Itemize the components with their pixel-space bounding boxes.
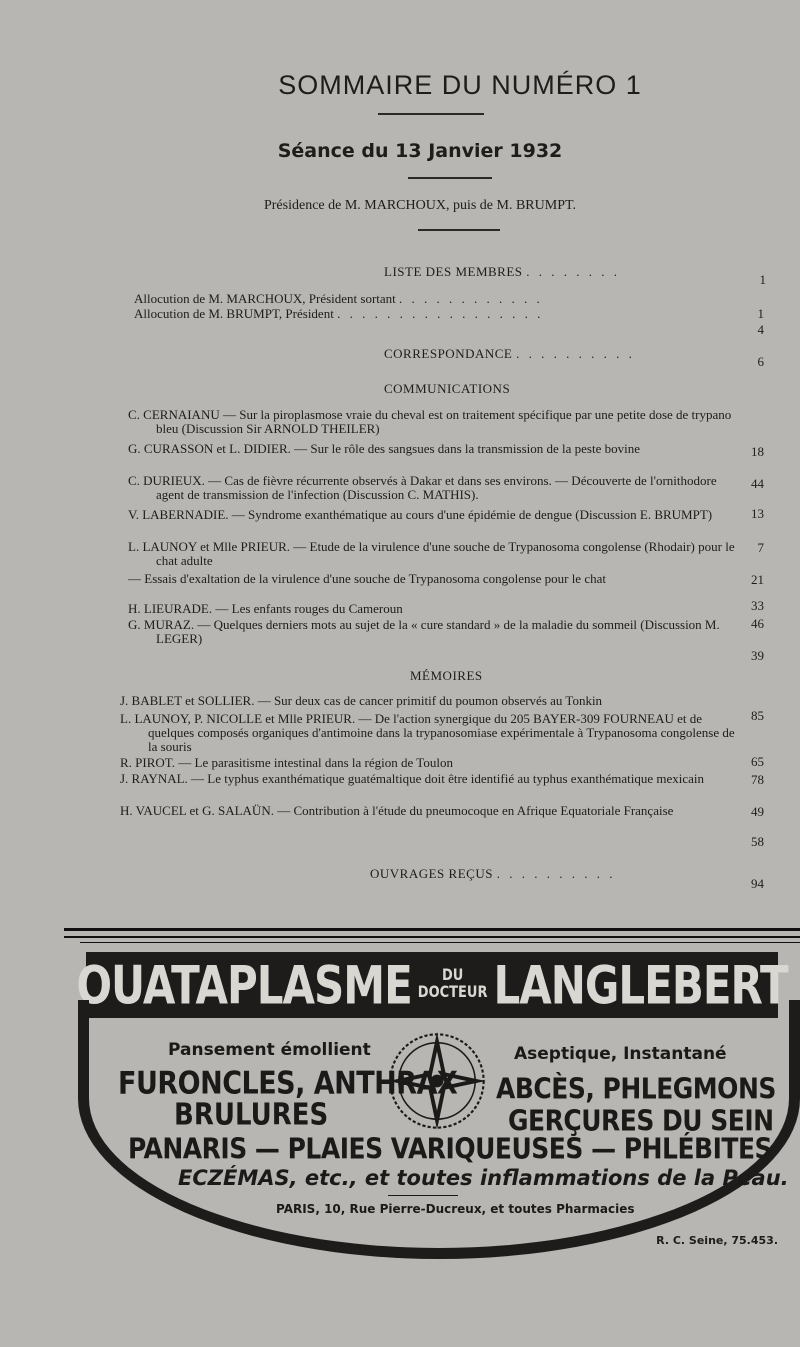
ad-top-rule-3 [80,942,800,943]
communication-2: G. CURASSON et L. DIDIER. — Sur le rôle des sangsues dans la transmission de la peste bovine [128,441,640,456]
ad-top-rule-2 [64,936,800,938]
memoire-2-page: 65 [751,754,764,769]
title-rule [378,113,484,115]
memoire-2: L. LAUNOY, P. NICOLLE et Mlle PRIEUR. — De l'action synergique du 205 BAYER-309 FOURNEAU et de quelques composés organiques d'antimoine dans la trypanosomiase expérimentale à Trypanosoma congolense de la souris [120,711,735,754]
presidence-line: Présidence de M. MARCHOUX, puis de M. BRUMPT. [263,198,576,213]
memoire-3-page: 78 [751,772,764,787]
communication-6: — Essais d'exaltation de la virulence d'une souche de Trypanosoma congolense pour le chat [128,571,606,586]
ad-line4: ECZÉMAS, etc., et toutes inflammations de la Peau. [178,1166,789,1190]
communication-7: H. LIEURADE. — Les enfants rouges du Cameroun [128,601,403,616]
ad-left-tag: Pansement émollient [168,1040,371,1060]
memoire-1: J. BABLET et SOLLIER. — Sur deux cas de cancer primitif du poumon observés au Tonkin [120,693,603,708]
memoire-4: J. RAYNAL. — Le typhus exanthématique guatémaltique doit être identifié au typhus exanthématique mexicain [120,771,705,786]
ouvrages-page: 94 [751,876,764,891]
memoires-heading: MÉMOIRES [410,668,483,683]
ad-line2-right: GERÇURES DU SEIN [508,1104,774,1138]
communication-4: V. LABERNADIE. — Syndrome exanthématique au cours d'une épidémie de dengue (Discussion E. BRUMPT) [128,507,713,522]
ouvrages-heading: OUVRAGES REÇUS . . . . . . . . . . [370,866,616,881]
rc-number: R. C. Seine, 75.453. [656,1234,778,1247]
memoire-1-page: 85 [751,708,764,723]
ad-line1-right: ABCÈS, PHLEGMONS [496,1072,776,1106]
presidence-rule [418,229,500,231]
allocution-1-page: 1 [757,306,764,321]
ad-top-rule [64,928,800,931]
page-title: SOMMAIRE DU NUMÉRO 1 [278,70,642,100]
allocution-2-page: 4 [757,322,764,337]
memoire-5-page: 58 [751,834,764,849]
communication-8: G. MURAZ. — Quelques derniers mots au sujet de la « cure standard » de la maladie du sommeil (Discussion M. LEGER) [128,617,720,646]
ad-line1-left: FURONCLES, ANTHRAX [118,1066,458,1102]
communication-3: C. DURIEUX. — Cas de fièvre récurrente observés à Dakar et dans ses environs. — Découverte de l'ornithodore agent de transmission de l'infection (Discussion C. MATHIS). [128,473,717,502]
brand-du-docteur: DU DOCTEUR [417,967,488,1002]
communications-heading: COMMUNICATIONS [384,381,511,396]
communication-2-page: 44 [751,476,764,491]
communication-8-page: 39 [751,648,764,663]
communication-1-page: 18 [751,444,764,459]
memoire-5: H. VAUCEL et G. SALAÜN. — Contribution à l'étude du pneumocoque en Afrique Equatoriale Française [120,803,674,818]
memoire-4-page: 49 [751,804,764,819]
brand-left: OUATAPLASME [76,954,412,1016]
ad-line3: PANARIS — PLAIES VARIQUEUSES — PHLÉBITES [128,1132,773,1166]
communication-5-page: 21 [751,572,764,587]
seance-rule [408,177,492,179]
communication-1: C. CERNAIANU — Sur la piroplasmose vraie du cheval est on traitement spécifique par une petite dose de trypano bleu (Discussion Sir ARNOLD THEILER) [128,407,732,436]
communication-6-page: 33 [751,598,764,613]
memoire-3: R. PIROT. — Le parasitisme intestinal dans la région de Toulon [120,755,453,770]
liste-page: 1 [759,272,766,287]
communication-7-page: 46 [751,616,764,631]
brand-right: LANGLEBERT [493,954,788,1016]
ad-right-tag: Aseptique, Instantané [514,1044,727,1064]
seance-heading: Séance du 13 Janvier 1932 [277,140,563,162]
communication-4-page: 7 [757,540,764,555]
ad-divider [388,1195,458,1196]
correspondance-heading: CORRESPONDANCE . . . . . . . . . . [384,346,635,361]
communication-5: L. LAUNOY et Mlle PRIEUR. — Etude de la virulence d'une souche de Trypanosoma congolense (Rhodair) pour le chat adulte [128,539,735,568]
ad-address: PARIS, 10, Rue Pierre-Ducreux, et toutes Pharmacies [276,1202,635,1216]
allocution-2: Allocution de M. BRUMPT, Président . . . . . . . . . . . . . . . . . [134,306,544,321]
ad-line2-left: BRULURES [174,1098,329,1133]
communication-3-page: 13 [751,506,764,521]
allocution-1: Allocution de M. MARCHOUX, Président sortant . . . . . . . . . . . . [134,291,543,306]
liste-heading: LISTE DES MEMBRES . . . . . . . . [384,264,621,279]
correspondance-page: 6 [757,354,764,369]
